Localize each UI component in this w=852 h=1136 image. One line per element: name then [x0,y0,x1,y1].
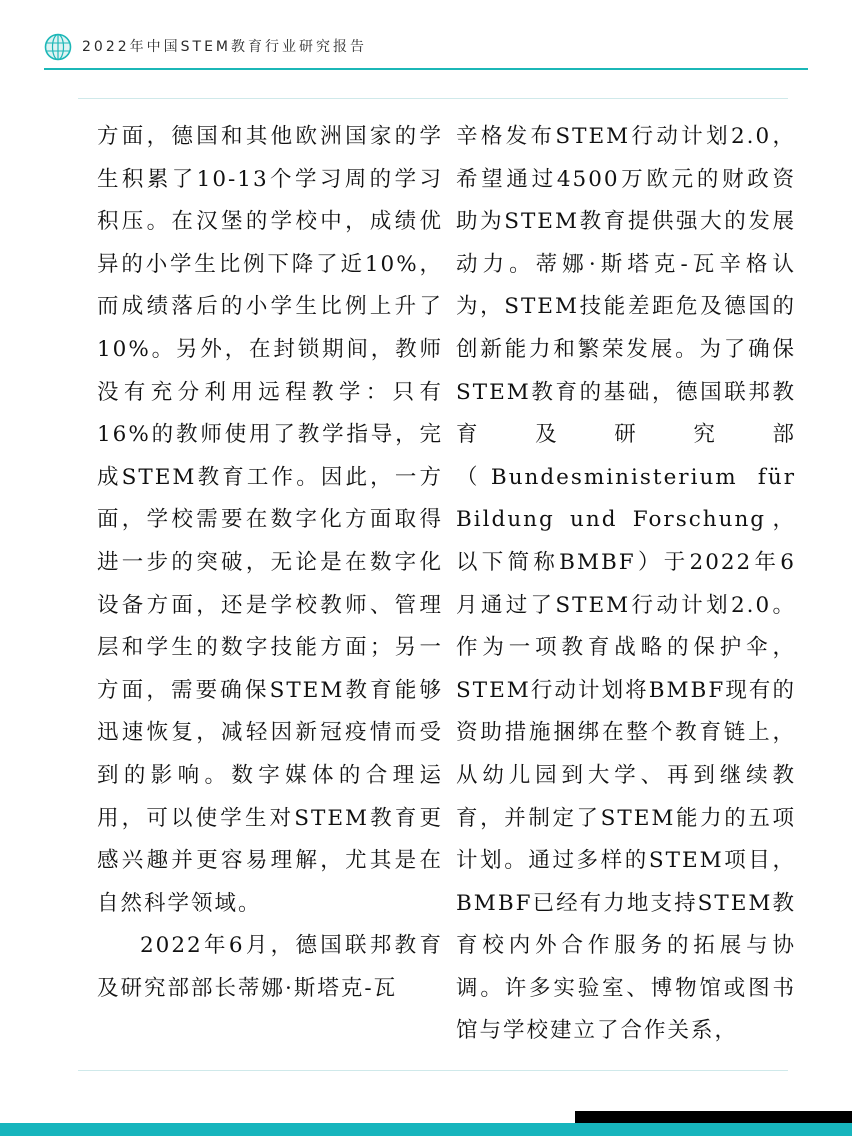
left-paragraph-2: 2022年6月，德国联邦教育及研究部部长蒂娜·斯塔克-瓦 [97,933,443,1001]
left-paragraph-1: 方面，德国和其他欧洲国家的学生积累了10-13个学习周的学习积压。在汉堡的学校中，成绩优异的小学生比例下降了近10%，而成绩落后的小学生比例上升了10%。另外，在封锁期间，教师没有充分利用远程教学：只有16%的教师使用了教学指导，完成STEM教育工作。因此，一方面，学校需要在数字化方面取得进一步的突破，无论是在数字化设备方面，还是学校教师、管理层和学生的数字技能方面；另一方面，需要确保STEM教育能够迅速恢复，减轻因新冠疫情而受到的影响。数字媒体的合理运用，可以使学生对STEM教育更感兴趣并更容易理解，尤其是在自然科学领域。 [97,124,443,916]
content-bottom-divider [78,1070,788,1071]
right-paragraph-1: 辛格发布STEM行动计划2.0，希望通过4500万欧元的财政资助为STEM教育提供强大的发展动力。蒂娜·斯塔克-瓦辛格认为，STEM技能差距危及德国的创新能力和繁荣发展。为了确保STEM教育的基础，德国联邦教育及研究部（Bundesministerium für Bildung und Forschung，以下简称BMBF）于2022年6月通过了STEM行动计划2.0。作为一项教育战略的保护伞，STEM行动计划将BMBF现有的资助措施捆绑在整个教育链上，从幼儿园到大学、再到继续教育，并制定了STEM能力的五项计划。通过多样的STEM项目，BMBF已经有力地支持STEM教育校内外合作服务的拓展与协调。许多实验室、博物馆或图书馆与学校建立了合作关系， [456,124,796,1044]
left-text-column [97,116,443,1010]
report-title: 2022年中国STEM教育行业研究报告 [82,39,367,55]
right-text-column [456,116,796,1053]
content-top-divider [78,98,788,99]
footer-black-bar [575,1111,852,1123]
globe-icon [44,33,72,61]
footer-teal-bar [0,1123,852,1136]
page-header [0,0,852,70]
header-divider [44,68,808,70]
